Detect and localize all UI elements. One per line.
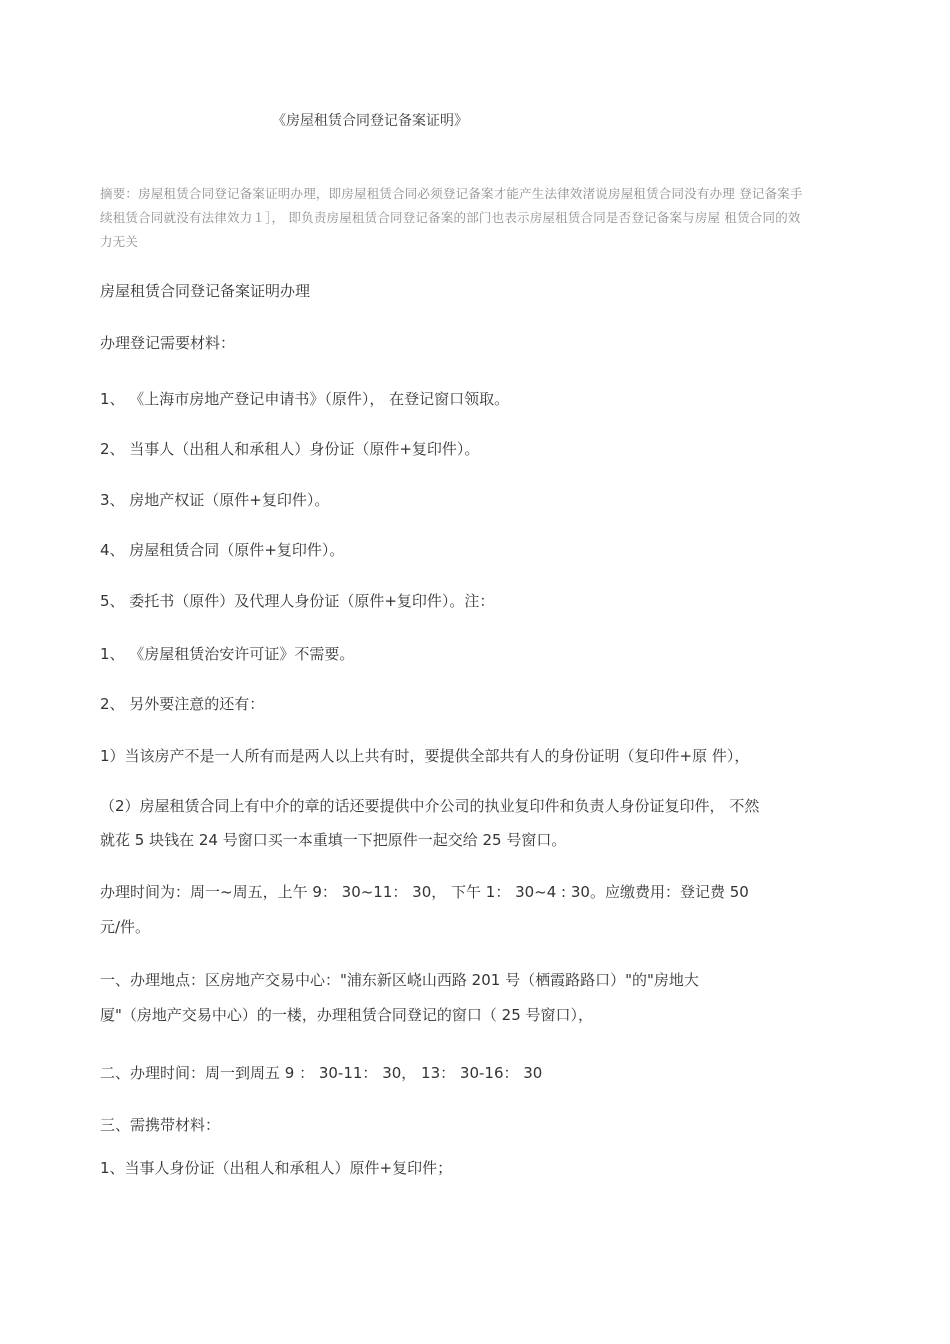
paragraph-line: 元/件。 (100, 918, 151, 936)
paragraph-line: 一、办理地点：区房地产交易中心："浦东新区峣山西路 201 号（栖霞路路口）"的"房地大 (100, 971, 699, 989)
abstract-line: 摘要：房屋租赁合同登记备案证明办理，即房屋租赁合同必须登记备案才能产生法律效渚说房屋租赁合同没有办理 登记备案手 (100, 186, 803, 201)
list-item: 2、 当事人（出租人和承租人）身份证（原件+复印件）。 (100, 440, 480, 458)
paragraph-line: 1）当该房产不是一人所有而是两人以上共有时，要提供全部共有人的身份证明（复印件+原 件）， (100, 747, 750, 765)
paragraph-line: 就花 5 块钱在 24 号窗口买一本重填一下把原件一起交给 25 号窗口。 (100, 831, 567, 849)
list-item: 3、 房地产权证（原件+复印件）。 (100, 491, 330, 509)
paragraph-line: 二、办理时间：周一到周五 9 ： 30-11： 30， 13： 30-16： 30 (100, 1064, 543, 1082)
paragraph-line: 办理时间为：周一~周五，上午 9： 30~11： 30， 下午 1： 30~4 : 30。应缴费用：登记费 50 (100, 883, 749, 901)
paragraph-line: 三、需携带材料： (100, 1116, 221, 1134)
list-item: 4、 房屋租赁合同（原件+复印件）。 (100, 541, 345, 559)
document-title: 《房屋租赁合同登记备案证明》 (272, 113, 468, 129)
section-heading: 房屋租赁合同登记备案证明办理 (100, 282, 311, 300)
materials-heading: 办理登记需要材料： (100, 334, 236, 352)
abstract-line: 续租赁合同就没有法律效力１］， 即负责房屋租赁合同登记备案的部门也表示房屋租赁合同是否登记备案与房屋 租赁合同的效 (100, 210, 801, 225)
list-item: 1、 《上海市房地产登记申请书》（原件）， 在登记窗口领取。 (100, 390, 510, 408)
abstract (100, 182, 856, 254)
abstract-line: 力无关 (100, 234, 139, 249)
note-item: 2、 另外要注意的还有： (100, 695, 265, 713)
paragraph-line: 厦"（房地产交易中心）的一楼，办理租赁合同登记的窗口（ 25 号窗口）， (100, 1006, 594, 1024)
list-item: 5、 委托书（原件）及代理人身份证（原件+复印件）。注： (100, 592, 495, 610)
paragraph-line: （2）房屋租赁合同上有中介的章的话还要提供中介公司的执业复印件和负责人身份证复印件， 不然 (100, 797, 760, 815)
list-item: 1、当事人身份证（出租人和承租人）原件+复印件； (100, 1159, 453, 1177)
note-item: 1、 《房屋租赁治安许可证》不需要。 (100, 645, 355, 663)
